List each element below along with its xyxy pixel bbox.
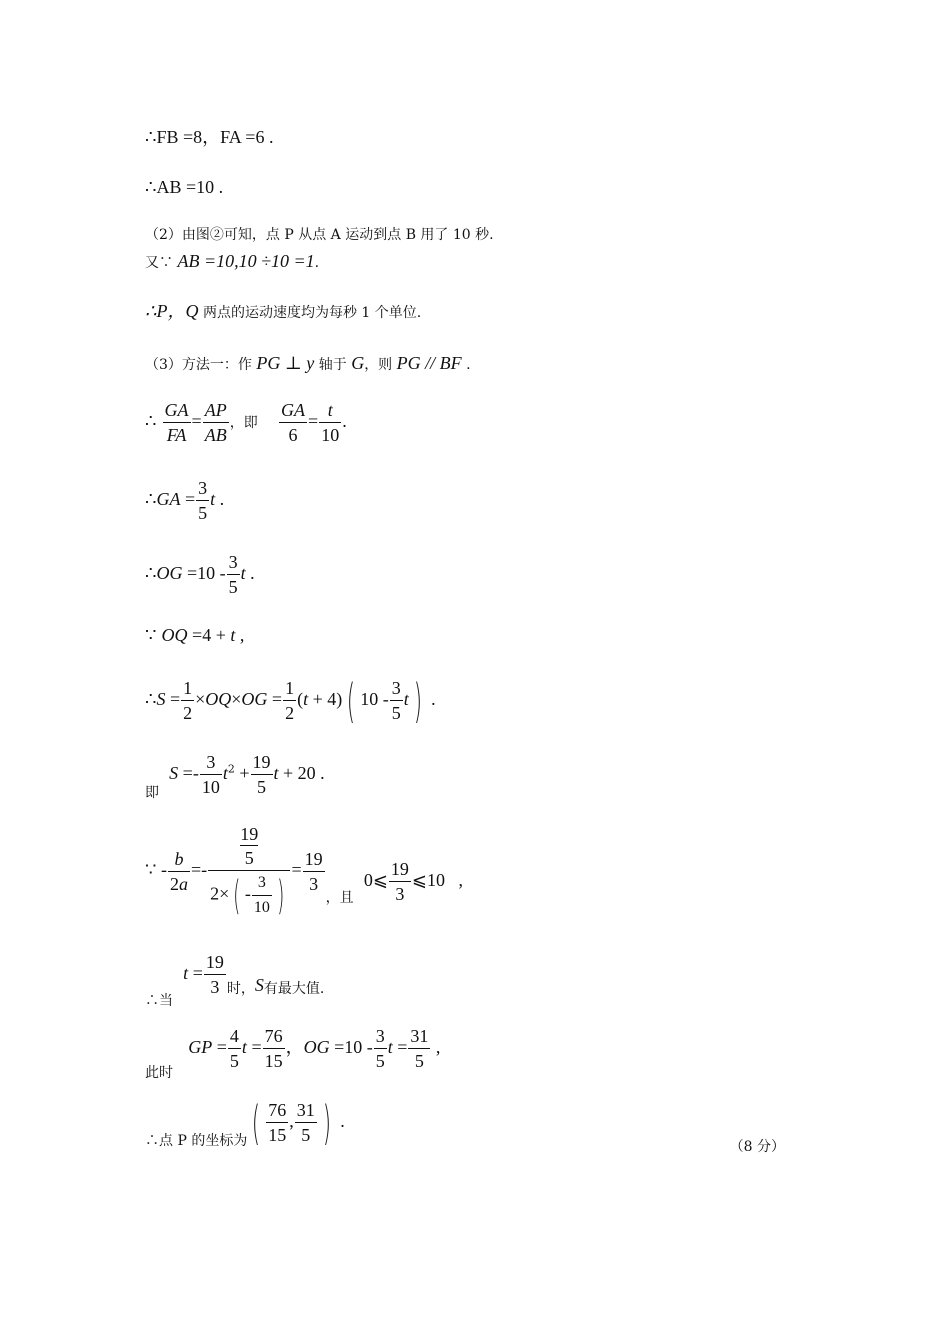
period: . <box>314 255 320 271</box>
fraction: $\frac{76}{15}$ <box>268 1100 287 1145</box>
line-ga: ∴GA = $\frac{3}{5}$ t . <box>145 478 225 523</box>
fraction: $\frac{19}{3}$ <box>390 858 409 904</box>
fraction: $\frac{19}{3}$ <box>205 952 224 997</box>
fraction: 19 5 2× ( - $\frac{3}{10}$ ) <box>208 822 290 920</box>
fraction: $\frac{3}{5}$ <box>228 552 238 597</box>
fraction: $\frac{76}{15}$ <box>264 1026 283 1071</box>
text: ，且 <box>325 889 354 906</box>
line-fb-fa <box>145 128 273 146</box>
fraction: $\frac{1}{2}$ <box>183 678 193 723</box>
fraction: $\frac{4}{5}$ <box>229 1026 239 1071</box>
line-oq: ∵ OQ =4 + t , <box>145 625 245 645</box>
line-part2 <box>145 228 494 242</box>
text: 时， <box>226 981 255 997</box>
part2-text: （2）由图②可知，点 P 从点 A 运动到点 B 用了 10 秒. <box>145 227 494 243</box>
fraction: $\frac{19}{3}$ <box>304 848 323 894</box>
text: 此时 <box>145 1065 173 1081</box>
line-tmax: ∴当 t = $\frac{19}{3}$ 时，S有最大值. <box>145 952 325 1009</box>
fraction: $\frac{3}{5}$ <box>391 678 401 723</box>
fraction: $\frac{t}{10}$ <box>321 400 340 445</box>
therefore-symbol: ∴ <box>145 411 157 431</box>
text: 轴于 <box>314 357 352 373</box>
fraction: $\frac{31}{5}$ <box>410 1026 429 1071</box>
text: . <box>461 357 471 373</box>
therefore-symbol: ∴ <box>145 489 157 509</box>
line-s-quadratic: 即 S =- $\frac{3}{10}$ $t^2$ + $\frac{19}{5}$ t + 20 . <box>145 752 325 801</box>
text: ，即 <box>229 415 258 431</box>
math-text: PG ⊥ y <box>256 353 315 373</box>
fraction: $\frac{19}{5}$ <box>252 752 271 797</box>
therefore-symbol: ∴ <box>145 689 157 709</box>
line-ratio: ∴ $\frac{GA}{FA}$ = $\frac{AP}{AB}$ ，即 $\frac{GA}{6}$ = $\frac{t}{10}$ . <box>145 400 347 445</box>
because-symbol: ∵ <box>145 625 157 645</box>
speed-text: 两点的运动速度均为每秒 1 个单位. <box>202 305 422 321</box>
line-ab <box>145 178 223 196</box>
fraction: $\frac{GA}{FA}$ <box>164 400 189 445</box>
score-label: （8 分） <box>729 1139 785 1155</box>
math-text: AB =10,10 ÷10 =1 <box>177 251 315 271</box>
math-text: G <box>351 353 365 373</box>
fraction: $\frac{3}{10}$ <box>201 752 220 797</box>
line-point-p: ∴点 P 的坐标为 ( $\frac{76}{15}$ , $\frac{31}{5}$ ) . <box>145 1095 345 1150</box>
math-text: PG // BF <box>396 353 462 373</box>
text: ∴点 P 的坐标为 <box>145 1133 248 1149</box>
line-vertex: ∵ - $\frac{b}{2a}$ =- 19 5 2× ( - $\frac{3}{10}$ ) = $\frac{19}{3}$ ，且 0⩽ $\frac{19}{3}$ ⩽10 , <box>145 824 463 919</box>
text: 即 <box>145 785 159 801</box>
math-text: ∴P，Q <box>145 301 203 321</box>
text: ，则 <box>364 357 397 373</box>
fraction: $\frac{GA}{6}$ <box>281 400 306 445</box>
line-speed-calc <box>145 252 319 270</box>
fraction: $\frac{1}{2}$ <box>285 678 295 723</box>
fraction: $\frac{3}{5}$ <box>198 478 208 523</box>
fraction: $\frac{31}{5}$ <box>296 1100 315 1145</box>
because-text: 又∵ <box>145 255 178 271</box>
text: ∴当 <box>145 993 173 1009</box>
fraction: $\frac{b}{2a}$ <box>169 848 188 894</box>
fraction: $\frac{3}{5}$ <box>375 1026 385 1071</box>
fraction: $\frac{AP}{AB}$ <box>204 400 227 445</box>
math-text: ∴FB =8，FA =6 . <box>145 127 274 147</box>
line-gp-og: 此时 GP = $\frac{4}{5}$ t = $\frac{76}{15}$ ，OG =10 - $\frac{3}{5}$ t = $\frac{31}{5}$ , <box>145 1026 441 1081</box>
part3-text: （3）方法一：作 <box>145 357 257 373</box>
line-s-expr: ∴S = $\frac{1}{2}$ ×OQ×OG = $\frac{1}{2}$ (t + 4) ( 10 - $\frac{3}{5}$ t ) . <box>145 673 436 728</box>
line-speed <box>145 302 421 320</box>
line-og: ∴OG =10 - $\frac{3}{5}$ t . <box>145 552 255 597</box>
line-part3 <box>145 354 471 372</box>
math-text: ∴AB =10 . <box>145 177 224 197</box>
because-symbol: ∵ <box>145 859 157 880</box>
therefore-symbol: ∴ <box>145 563 157 583</box>
text: 有最大值. <box>263 981 325 997</box>
